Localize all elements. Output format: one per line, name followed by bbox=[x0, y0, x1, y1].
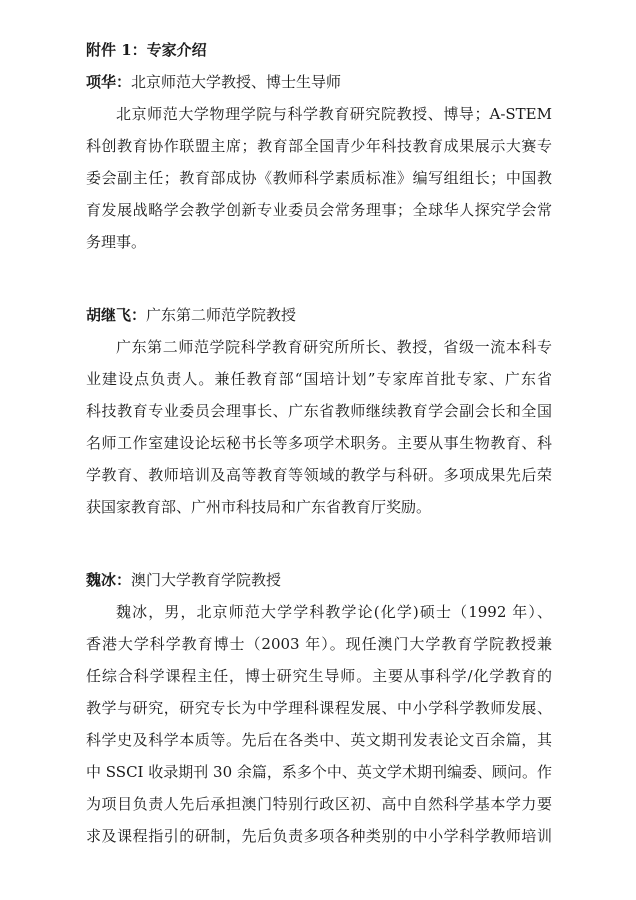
expert-bio bbox=[86, 331, 552, 523]
bio-line: 任综合科学课程主任，博士研究生导师。主要从事科学/化学教育的 bbox=[86, 667, 552, 685]
expert-heading bbox=[86, 72, 341, 92]
bio-line: 广东第二师范学院科学教育研究所所长、教授，省级一流本科专 bbox=[116, 338, 552, 356]
expert-name: 胡继飞： bbox=[86, 306, 147, 324]
bio-line: 名师工作室建设论坛秘书长等多项学术职务。主要从事生物教育、科 bbox=[86, 434, 552, 452]
bio-line: 业建设点负责人。兼任教育部“国培计划”专家库首批专家、广东省 bbox=[86, 370, 552, 388]
expert-title: 广东第二师范学院教授 bbox=[146, 306, 297, 324]
bio-line: 育发展战略学会教学创新专业委员会常务理事；全球华人探究学会常 bbox=[86, 201, 552, 219]
expert-name: 魏冰： bbox=[86, 571, 132, 589]
expert-heading bbox=[86, 570, 281, 590]
bio-line: 教学与研究，研究专长为中学理科课程发展、中小学科学教师发展、 bbox=[86, 699, 552, 717]
bio-line: 中 SSCI 收录期刊 30 余篇，系多个中、英文学术期刊编委、顾问。作 bbox=[86, 763, 552, 781]
bio-line: 科学史及科学本质等。先后在各类中、英文期刊发表论文百余篇，其 bbox=[86, 731, 552, 749]
bio-line: 魏冰，男，北京师范大学学科教学论(化学)硕士（1992 年）、 bbox=[116, 603, 552, 621]
bio-line: 求及课程指引的研制，先后负责多项各种类别的中小学科学教师培训 bbox=[86, 827, 552, 845]
bio-line: 香港大学科学教育博士（2003 年）。现任澳门大学教育学院教授兼 bbox=[86, 635, 552, 653]
expert-title: 北京师范大学教授、博士生导师 bbox=[131, 73, 342, 91]
bio-line: 为项目负责人先后承担澳门特别行政区初、高中自然科学基本学力要 bbox=[86, 795, 552, 813]
expert-bio bbox=[86, 596, 552, 852]
attachment-title-text: 附件 1：专家介绍 bbox=[86, 41, 207, 59]
expert-heading bbox=[86, 305, 296, 325]
bio-line: 务理事。 bbox=[86, 233, 147, 251]
bio-line: 获国家教育部、广州市科技局和广东省教育厅奖励。 bbox=[86, 498, 432, 516]
expert-bio bbox=[86, 98, 552, 258]
expert-name: 项华： bbox=[86, 73, 132, 91]
bio-line: 科技教育专业委员会理事长、广东省教师继续教育学会副会长和全国 bbox=[86, 402, 552, 420]
bio-line: 学教育、教师培训及高等教育等领域的教学与科研。多项成果先后荣 bbox=[86, 466, 552, 484]
bio-line: 北京师范大学物理学院与科学教育研究院教授、博导；A-STEM bbox=[116, 105, 552, 123]
attachment-title bbox=[86, 40, 207, 60]
expert-title: 澳门大学教育学院教授 bbox=[131, 571, 282, 589]
bio-line: 科创教育协作联盟主席；教育部全国青少年科技教育成果展示大赛专 bbox=[86, 137, 552, 155]
bio-line: 委会副主任；教育部成协《教师科学素质标准》编写组组长；中国教 bbox=[86, 169, 552, 187]
